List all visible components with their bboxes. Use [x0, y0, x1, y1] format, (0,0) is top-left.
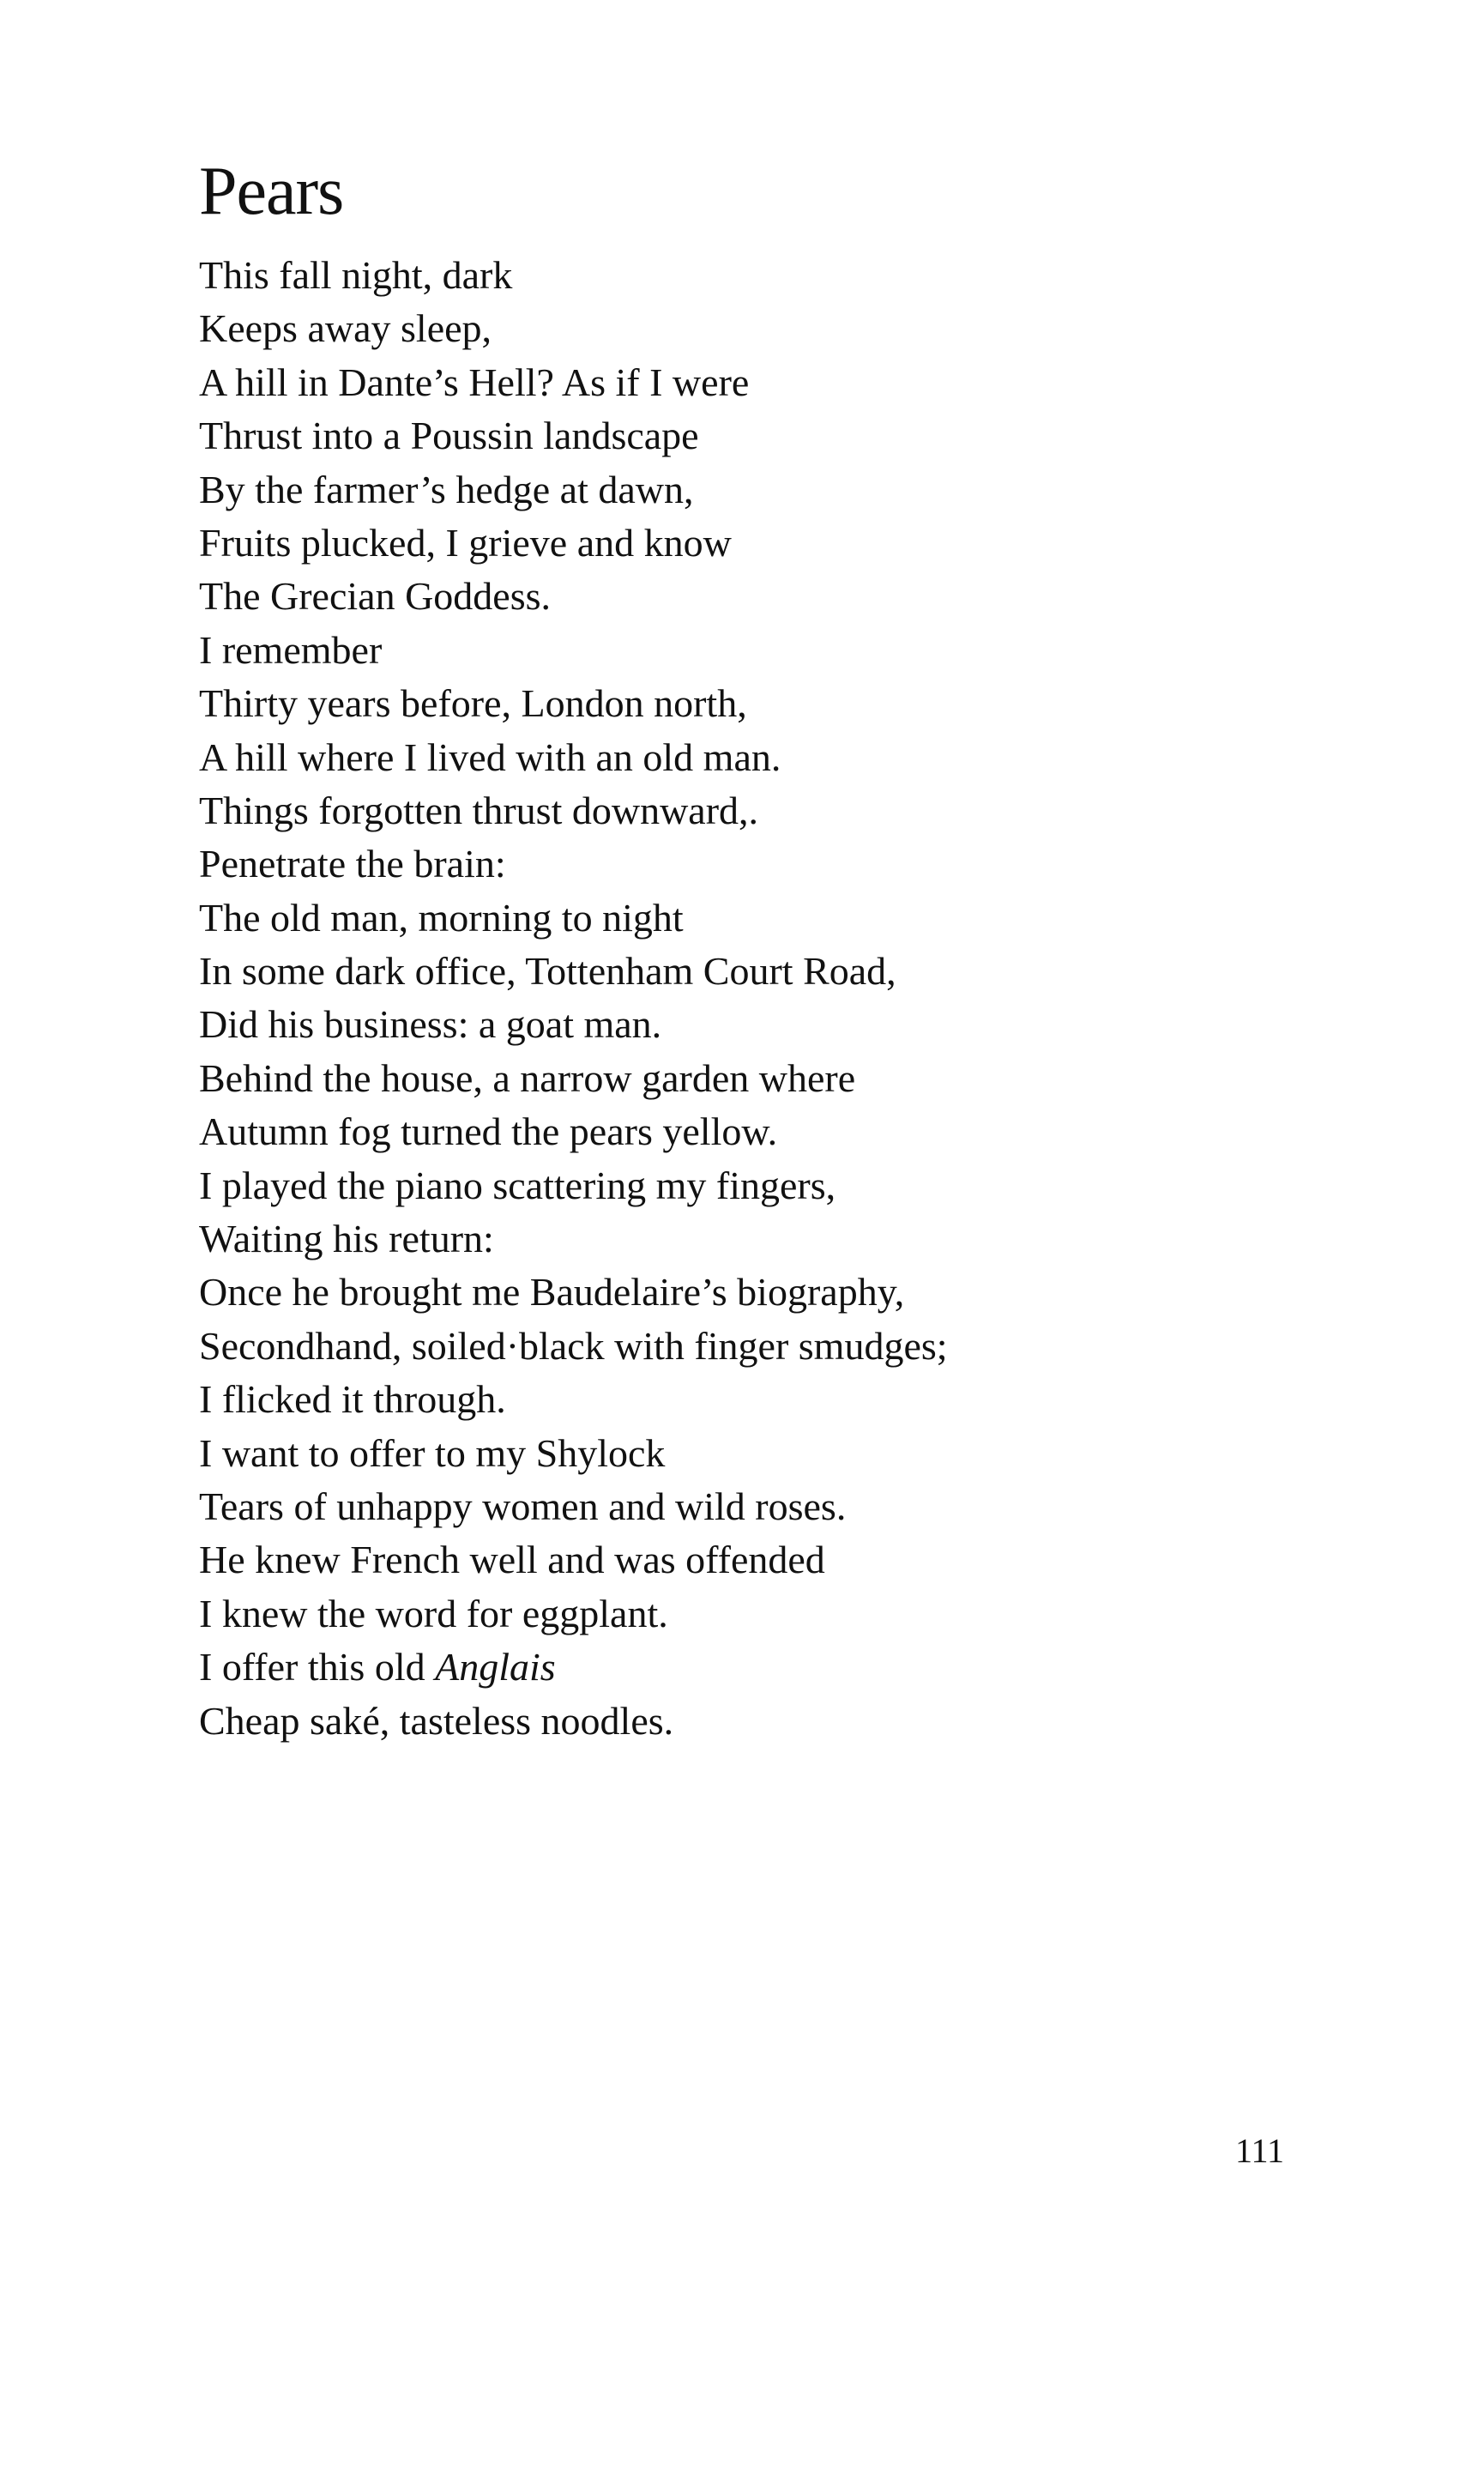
poem-line-text: Cheap saké, tasteless noodles. — [199, 1698, 674, 1743]
poem-line-text: This fall night, dark — [199, 253, 513, 297]
poem-line — [199, 784, 948, 837]
poem-line — [199, 945, 948, 998]
poem-line-text: A hill in Dante’s Hell? As if I were — [199, 360, 750, 404]
poem-line-text: The old man, morning to night — [199, 895, 684, 940]
poem-line-text: A hill where I lived with an old man. — [199, 734, 781, 779]
poem-line — [199, 463, 948, 517]
poem-line — [199, 302, 948, 355]
poem-line-text: Once he brought me Baudelaire’s biography, — [199, 1270, 905, 1315]
poem-line — [199, 998, 948, 1051]
poem-line-text: I knew the word for eggplant. — [199, 1591, 668, 1635]
poem-line — [199, 837, 948, 891]
poem-line-text: By the farmer’s hedge at dawn, — [199, 467, 694, 511]
poem-line — [199, 1159, 948, 1212]
poem-line-text: I offer this old — [199, 1645, 436, 1689]
poem-line — [199, 892, 948, 945]
poem-line — [199, 356, 948, 409]
poem-line — [199, 570, 948, 623]
poem-line — [199, 1373, 948, 1426]
poem-line — [199, 677, 948, 730]
poem-line-text: I flicked it through. — [199, 1377, 506, 1422]
poem-line — [199, 249, 948, 302]
poem-line-text: Behind the house, a narrow garden where — [199, 1055, 856, 1100]
poem-line — [199, 409, 948, 462]
poem-line-text: Things forgotten thrust downward,. — [199, 788, 759, 832]
poem-line-text: Thirty years before, London north, — [199, 681, 747, 726]
poem-line-text: The Grecian Goddess. — [199, 574, 552, 619]
poem-line — [199, 1212, 948, 1266]
poem-line — [199, 1533, 948, 1587]
poem-line — [199, 517, 948, 570]
poem-line — [199, 1427, 948, 1480]
poem-line-text: I played the piano scattering my fingers, — [199, 1163, 836, 1207]
poem-line — [199, 1695, 948, 1748]
poem-line — [199, 1105, 948, 1158]
poem-line — [199, 731, 948, 784]
poem-line-text: Penetrate the brain: — [199, 842, 506, 886]
poem-line-text: I remember — [199, 627, 383, 672]
poem-line-text: Did his business: a goat man. — [199, 1002, 662, 1047]
poem-line-text: Fruits plucked, I grieve and know — [199, 520, 732, 565]
poem-line-text: He knew French well and was offended — [199, 1538, 825, 1582]
poem-line — [199, 1641, 948, 1694]
poem-line — [199, 624, 948, 677]
poem-line-text: Waiting his return: — [199, 1217, 494, 1261]
page-number: 111 — [1235, 2131, 1285, 2170]
poem-line-text: Autumn fog turned the pears yellow. — [199, 1109, 778, 1154]
poem-line-text: I want to offer to my Shylock — [199, 1430, 666, 1475]
poem-line — [199, 1266, 948, 1319]
poem-line-text: Tears of unhappy women and wild roses. — [199, 1484, 847, 1528]
poem-line-text: Thrust into a Poussin landscape — [199, 414, 699, 458]
poem-title: Pears — [199, 154, 344, 229]
poem-line — [199, 1480, 948, 1533]
poem-line-text: In some dark office, Tottenham Court Road, — [199, 949, 896, 994]
poem-body — [199, 249, 948, 1748]
poem-line — [199, 1587, 948, 1641]
poem-line — [199, 1052, 948, 1105]
poem-line-italic: Anglais — [435, 1645, 556, 1689]
poem-line — [199, 1320, 948, 1373]
poem-line-text: Secondhand, soiled·black with finger smudges; — [199, 1323, 948, 1368]
poem-line-text: Keeps away sleep, — [199, 306, 492, 351]
